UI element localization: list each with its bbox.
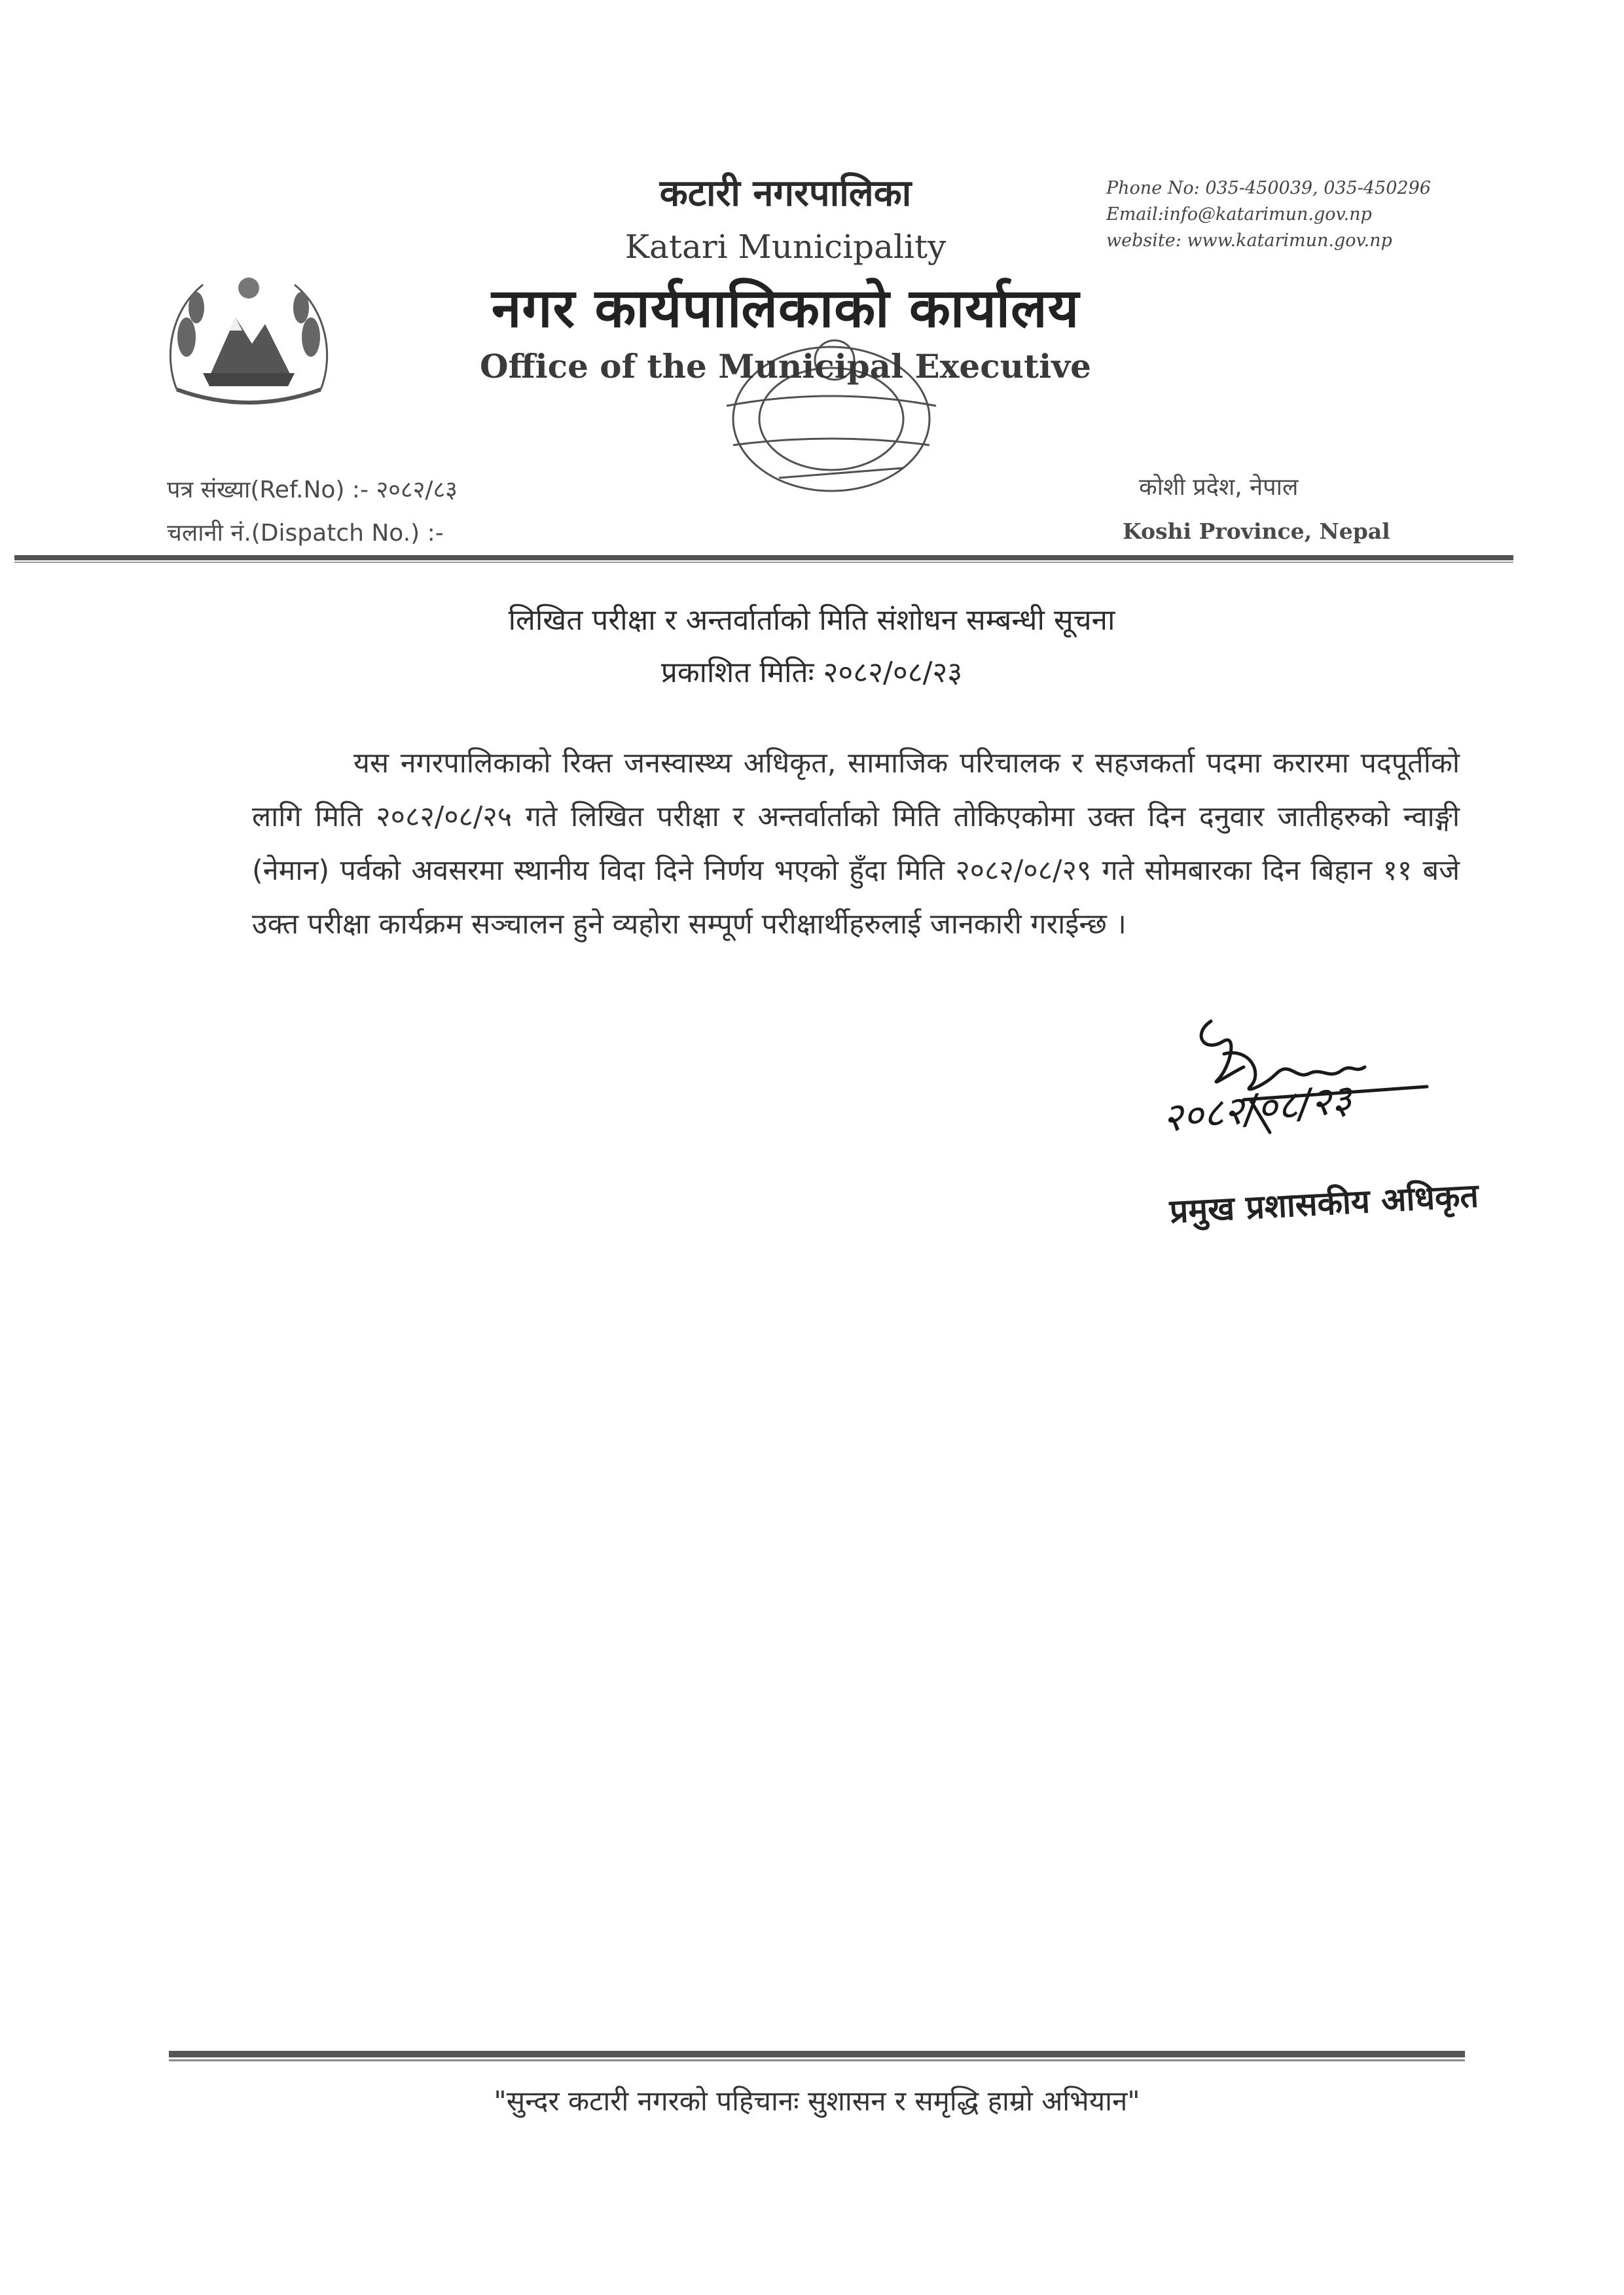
handwritten-date: २०८२/०८/२३ [1160,1076,1354,1142]
municipality-name-english: Katari Municipality [624,228,947,266]
published-date: प्रकाशित मितिः २०८२/०८/२३ [660,656,963,689]
header-divider-thin [14,562,1513,563]
province-english: Koshi Province, Nepal [1123,518,1390,544]
province-nepali: कोशी प्रदेश, नेपाल [1139,474,1299,501]
office-name-english: Office of the Municipal Executive [480,347,1091,386]
footer-divider [169,2051,1465,2057]
phone-number: Phone No: 035-450039, 035-450296 [1106,178,1431,198]
notice-body: यस नगरपालिकाको रिक्त जनस्वास्थ्य अधिकृत, सामाजिक परिचालक र सहजकर्ता पदमा करारमा पदपूर्तीको लागि मिति २०८२/०८/२५ गते लिखित परीक्षा र अन्तर्वार्ताको मिति तोकिएकोमा उक्त दिन दनुवार जातीहरुको न्वाङ्गी (नेमान) पर्वको अवसरमा स्थानीय विदा दिने निर्णय भएको हुँदा मिति २०८२/०८/२९ गते सोमबारका दिन बिहान ११ बजे उक्त परीक्षा कार्यक्रम सञ्चालन हुने व्यहोरा सम्पूर्ण परीक्षार्थीहरुलाई जानकारी गराईन्छ । [252,747,1460,941]
footer-slogan: "सुन्दर कटारी नगरको पहिचानः सुशासन र समृद्धि हाम्रो अभियान" [494,2085,1140,2117]
email-address: Email:info@katarimun.gov.np [1106,204,1372,225]
footer-divider-thin [169,2059,1465,2061]
website-address: website: www.katarimun.gov.np [1106,230,1392,251]
signer-title: प्रमुख प्रशासकीय अधिकृत [1168,1176,1480,1231]
header-divider [14,555,1513,560]
office-stamp-icon [687,321,975,543]
reference-number: पत्र संख्या(Ref.No) :- २०८२/८३ [167,477,458,503]
notice-title: लिखित परीक्षा र अन्तर्वार्ताको मिति संशोधन सम्बन्धी सूचना [508,604,1115,637]
municipality-name-nepali: कटारी नगरपालिका [659,172,912,215]
nepal-government-emblem-icon [157,259,340,416]
office-name-nepali: नगर कार्यपालिकाको कार्यालय [491,278,1080,340]
dispatch-number: चलानी नं.(Dispatch No.) :- [167,520,444,547]
